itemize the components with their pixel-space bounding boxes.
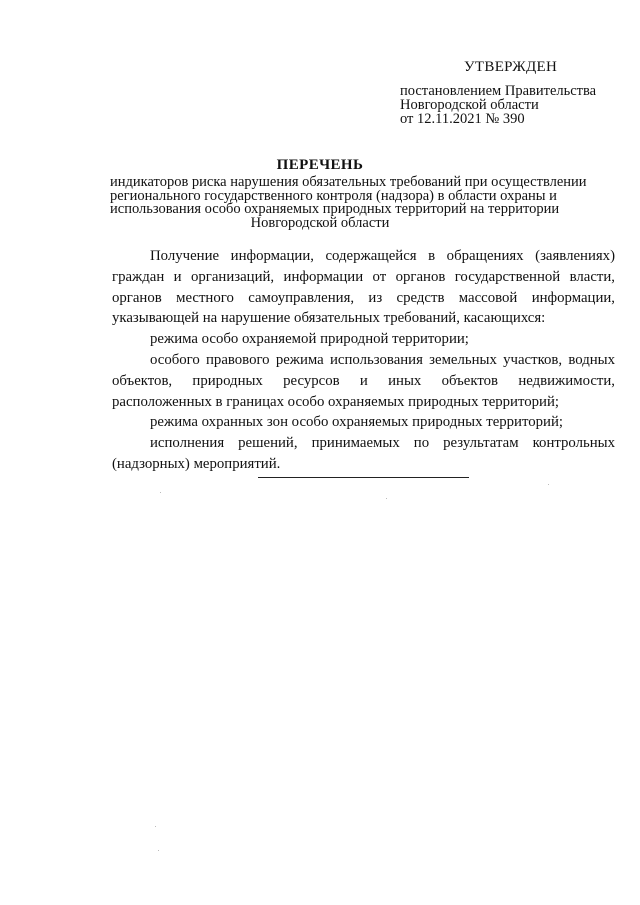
subtitle-line-2: регионального государственного контроля (надзора) в области охраны и [110,187,557,204]
scan-speck [548,484,549,485]
scan-speck [160,492,161,493]
paragraph-item-2: особого правового режима использования земельных участков, водных объектов, природных ресурсов и иных объектов недвижимости, расположенных в границах особо охраняемых природных территорий; [112,351,615,410]
document-subtitle [110,174,587,231]
approval-line-2: Новгородской области [400,97,539,113]
paragraph-item-3: режима охранных зон особо охраняемых природных территорий; [150,414,563,431]
scan-speck [158,850,159,851]
paragraph-item-4: исполнения решений, принимаемых по результатам контрольных (надзорных) мероприятий. [112,435,615,472]
scan-speck [386,498,387,499]
subtitle-line-1: индикаторов риска нарушения обязательных требований при осуществлении [110,174,587,190]
approval-line-1: постановлением Правительства [400,83,597,99]
document-body [112,246,615,475]
scan-speck [155,826,156,827]
paragraph-item-1: режима особо охраняемой природной территории; [150,331,469,348]
subtitle-line-3: использования особо охраняемых природных территорий на территории [110,201,560,217]
subtitle-line-4: Новгородской области [250,214,390,231]
approval-line-3: от 12.11.2021 № 390 [400,111,525,127]
paragraph-intro: Получение информации, содержащейся в обращениях (заявлениях) граждан и организаций, информации от органов государственной власти, органов местного самоуправления, из средств массовой информации, указывающей на нарушение обязательных требований, касающихся: [112,248,615,327]
closing-divider [258,477,469,478]
approval-stamp [400,60,620,126]
approved-label: УТВЕРЖДЕН [464,59,558,75]
document-title: ПЕРЕЧЕНЬ [276,157,364,173]
